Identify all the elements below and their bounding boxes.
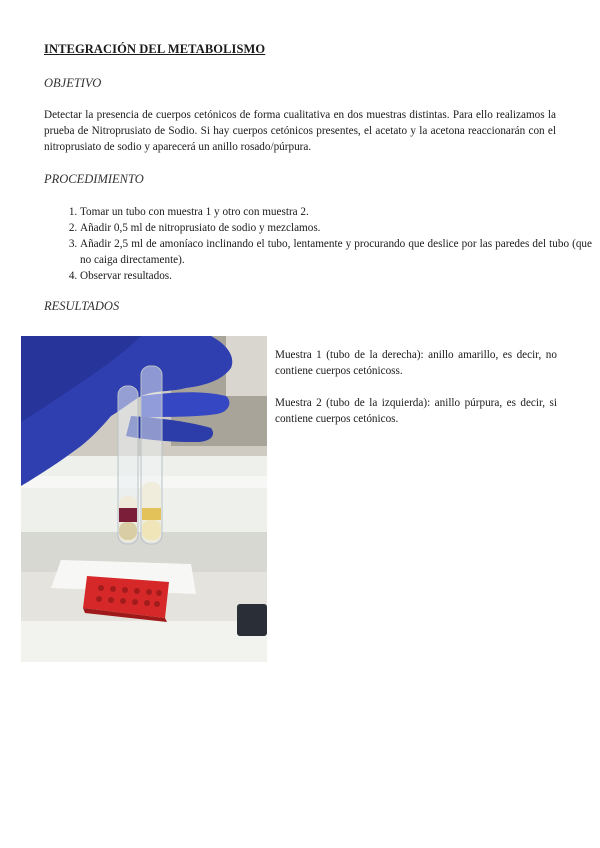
test-tube-right (141, 366, 162, 544)
procedure-heading: PROCEDIMIENTO (44, 172, 144, 186)
objective-text: Detectar la presencia de cuerpos cetónicos de forma cualitativa en dos muestras distintas. Para ello realizamos la prueba de Nitroprusiato de Sodio. Si hay cuerpos cetónicos presentes, el acetato y la acetona reaccionarán con el nitroprusiato de sodio y aparecerá un anillo rosado/púrpura. (44, 109, 556, 153)
test-tubes-photo (21, 336, 267, 662)
procedure-steps (44, 204, 592, 284)
objective-heading: OBJETIVO (44, 76, 102, 90)
result-sample-1: Muestra 1 (tubo de la derecha): anillo amarillo, es decir, no contiene cuerpos cetónicoss. (275, 349, 557, 377)
document-title: INTEGRACIÓN DEL METABOLISMO (44, 42, 266, 56)
results-heading: RESULTADOS (44, 299, 120, 313)
test-tube-left (118, 386, 138, 544)
procedure-step: 4. Observar resultados. (80, 268, 592, 284)
procedure-step: 1. Tomar un tubo con muestra 1 y otro con muestra 2. (80, 204, 592, 220)
test-tubes-illustration (21, 336, 267, 662)
procedure-step: 3. Añadir 2,5 ml de amoníaco inclinando el tubo, lentamente y procurando que deslice por las paredes del tubo (que no caiga directamente). (80, 236, 592, 268)
procedure-step: 2. Añadir 0,5 ml de nitroprusiato de sodio y mezclamos. (80, 220, 592, 236)
result-sample-2: Muestra 2 (tubo de la izquierda): anillo púrpura, es decir, si contiene cuerpos cetónicos. (275, 397, 557, 425)
